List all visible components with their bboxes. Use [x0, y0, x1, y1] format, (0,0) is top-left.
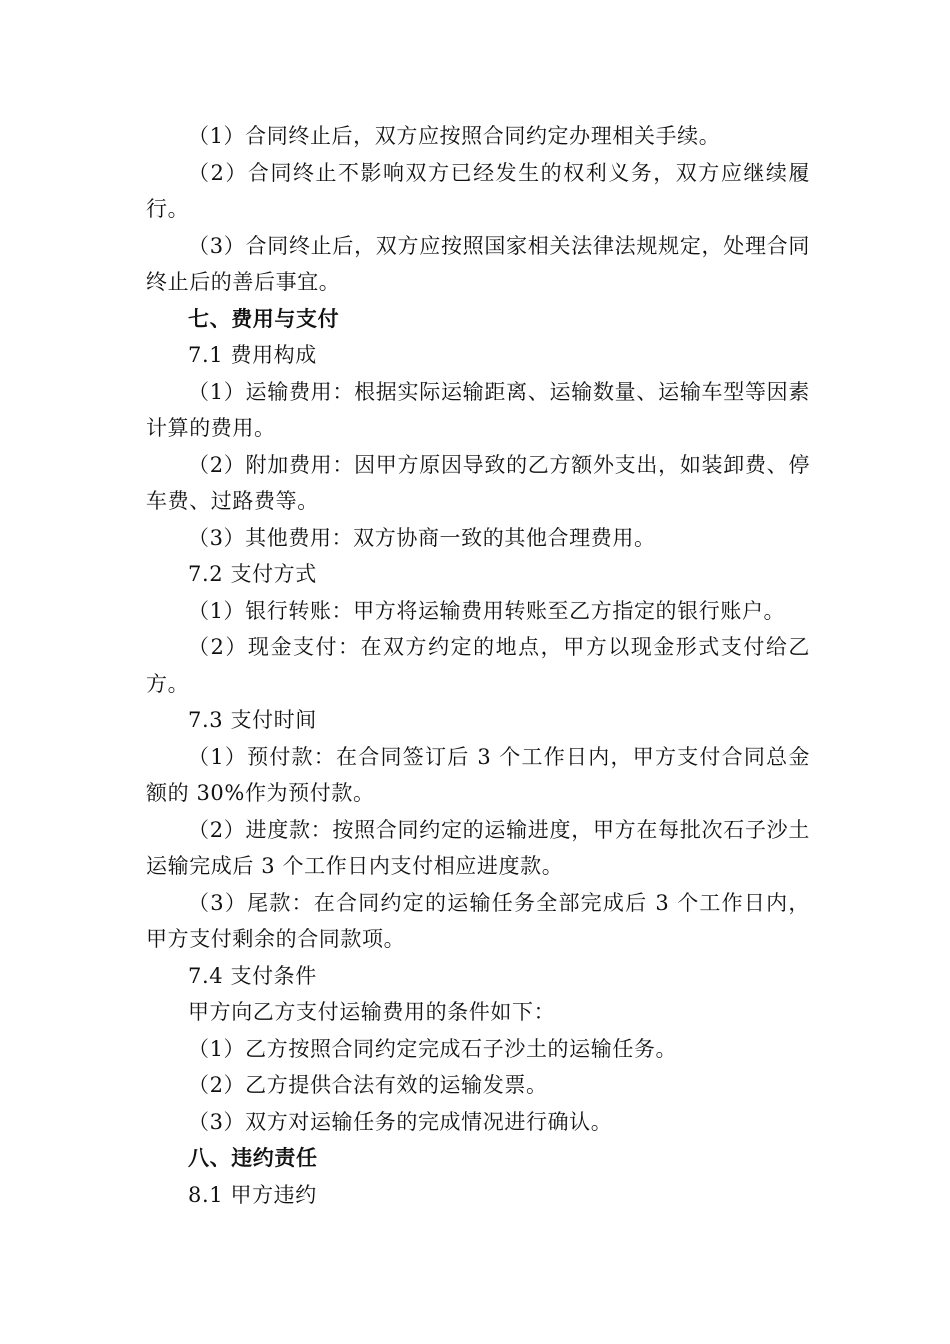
subsection-8-1: 8.1 甲方违约 — [188, 1182, 317, 1207]
clause-7-4-2: （2）乙方提供合法有效的运输发票。 — [188, 1073, 548, 1097]
clause-7-2-2: （2）现金支付：在双方约定的地点，甲方以现金形式支付给乙方。 — [146, 635, 810, 696]
subsection-7-3: 7.3 支付时间 — [188, 708, 317, 732]
section-heading-breach-liability: 八、违约责任 — [188, 1145, 318, 1170]
subsection-7-1: 7.1 费用构成 — [188, 343, 317, 367]
clause-7-4-intro: 甲方向乙方支付运输费用的条件如下： — [188, 1000, 556, 1024]
subsection-7-2: 7.2 支付方式 — [188, 562, 317, 586]
subsection-7-4: 7.4 支付条件 — [188, 963, 317, 988]
clause-7-1-1: （1）运输费用：根据实际运输距离、运输数量、运输车型等因素计算的费用。 — [146, 379, 810, 440]
clause-7-3-2: （2）进度款：按照合同约定的运输进度，甲方在每批次石子沙土运输完成后 3 个工作日内支付相应进度款。 — [146, 817, 810, 878]
clause-termination-1: （1）合同终止后，双方应按照合同约定办理相关手续。 — [188, 124, 721, 148]
clause-7-2-1: （1）银行转账：甲方将运输费用转账至乙方指定的银行账户。 — [188, 598, 786, 623]
clause-7-3-1: （1）预付款：在合同签订后 3 个工作日内，甲方支付合同总金额的 30%作为预付款。 — [146, 744, 810, 805]
clause-7-3-3: （3）尾款：在合同约定的运输任务全部完成后 3 个工作日内，甲方支付剩余的合同款项。 — [146, 890, 810, 951]
clause-7-4-3: （3）双方对运输任务的完成情况进行确认。 — [188, 1109, 613, 1134]
clause-7-1-3: （3）其他费用：双方协商一致的其他合理费用。 — [188, 525, 656, 550]
section-heading-fees-payment: 七、费用与支付 — [188, 305, 340, 331]
clause-7-4-1: （1）乙方按照合同约定完成石子沙土的运输任务。 — [188, 1036, 678, 1061]
clause-termination-3: （3）合同终止后，双方应按照国家相关法律法规规定，处理合同终止后的善后事宜。 — [146, 233, 810, 294]
clause-7-1-2: （2）附加费用：因甲方原因导致的乙方额外支出，如装卸费、停车费、过路费等。 — [146, 452, 810, 513]
document-body — [146, 118, 810, 1213]
clause-termination-2: （2）合同终止不影响双方已经发生的权利义务，双方应继续履行。 — [146, 160, 810, 221]
